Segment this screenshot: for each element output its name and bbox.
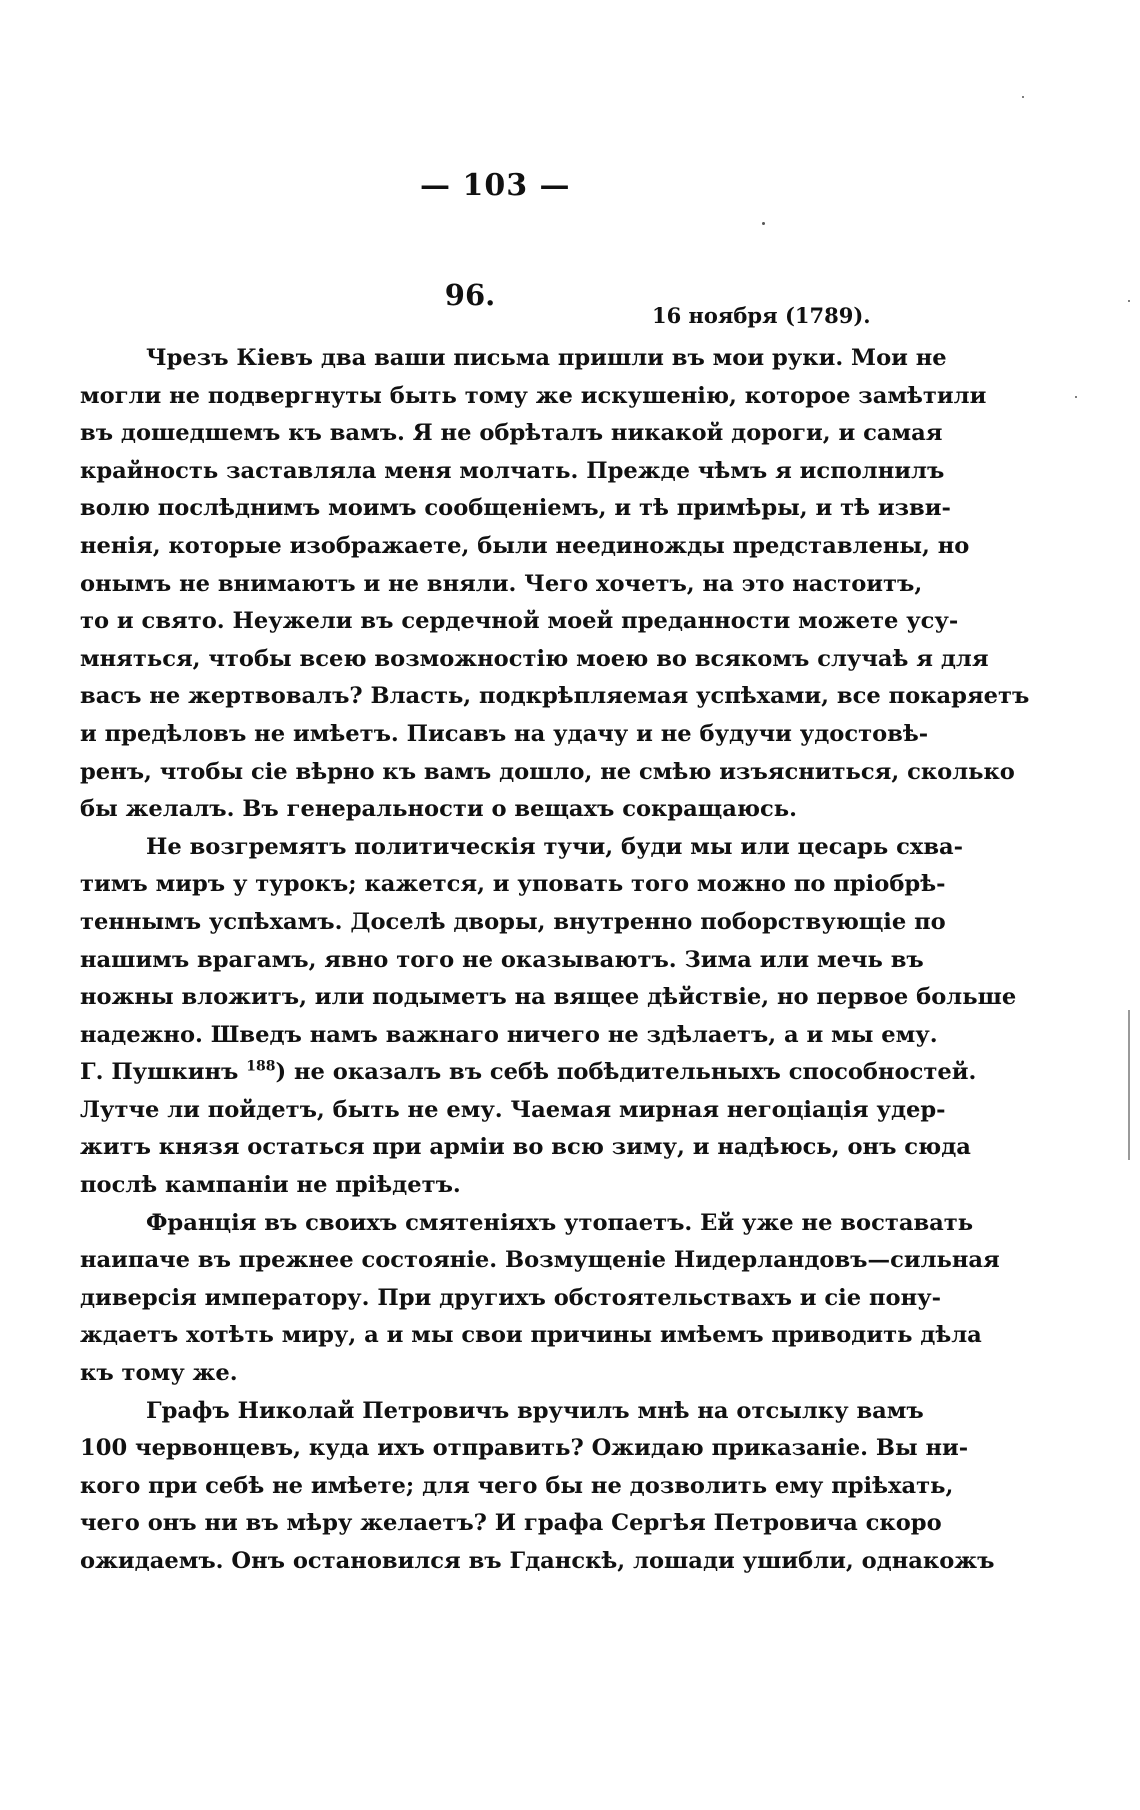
- text-line: могли не подвергнуты быть тому же искушенію, которое замѣтили: [80, 382, 987, 409]
- text-line: надежно. Шведъ намъ важнаго ничего не здѣлаетъ, а и мы ему.: [80, 1021, 938, 1048]
- text-line: диверсія императору. При другихъ обстоятельствахъ и сіе пону-: [80, 1284, 941, 1311]
- text-line: Франція въ своихъ смятеніяхъ утопаетъ. Ей уже не воставать: [146, 1209, 974, 1236]
- text-line: тимъ миръ у турокъ; кажется, и уповать того можно по пріобрѣ-: [80, 871, 946, 898]
- text-line: мняться, чтобы всею возможностію моею во всякомъ случаѣ я для: [80, 645, 989, 672]
- text-line: ренъ, чтобы сіе вѣрно къ вамъ дошло, не смѣю изъясниться, сколько: [80, 758, 1015, 785]
- text-line: ненія, которые изображаете, были неединожды представлены, но: [80, 532, 970, 559]
- text-line: ждаетъ хотѣть миру, а и мы свои причины имѣемъ приводить дѣла: [80, 1322, 982, 1349]
- scan-speck: [1075, 396, 1077, 398]
- text-line: онымъ не внимаютъ и не вняли. Чего хочетъ, на это настоитъ,: [80, 570, 923, 597]
- text-line-with-footnote: [80, 1054, 977, 1092]
- text-line: 100 червонцевъ, куда ихъ отправить? Ожидаю приказаніе. Вы ни-: [80, 1435, 969, 1462]
- text-line: Чрезъ Кіевъ два ваши письма пришли въ мои руки. Мои не: [146, 345, 947, 371]
- text-line: въ дошедшемъ къ вамъ. Я не обрѣталъ никакой дороги, и самая: [80, 420, 943, 447]
- text-line: Лутче ли пойдетъ, быть не ему. Чаемая мирная негоціація удер-: [80, 1096, 946, 1123]
- scan-edge-mark: [1128, 1010, 1130, 1160]
- text-line: Не возгремятъ политическія тучи, буди мы или цесарь схва-: [146, 833, 964, 860]
- text-line: ножны вложитъ, или подыметъ на вящее дѣйствіе, но первое больше: [80, 984, 1017, 1011]
- text-line: и предѣловъ не имѣетъ. Писавъ на удачу и не будучи удостовѣ-: [80, 720, 929, 747]
- text-line: наипаче въ прежнее состояніе. Возмущеніе Нидерландовъ—сильная: [80, 1247, 1000, 1274]
- text-line: житъ князя остаться при арміи во всю зиму, и надѣюсь, онъ сюда: [80, 1134, 971, 1161]
- paragraph-3: [80, 1205, 1000, 1393]
- text-line: нашимъ врагамъ, явно того не оказываютъ. Зима или мечь въ: [80, 946, 924, 973]
- text-line: кого при себѣ не имѣете; для чего бы не дозволить ему пріѣхать,: [80, 1472, 954, 1499]
- letter-body: [80, 340, 1030, 1581]
- paragraph-1: [80, 340, 1030, 829]
- paragraph-4: [80, 1393, 995, 1581]
- text-line: теннымъ успѣхамъ. Доселѣ дворы, внутренно поборствующіе по: [80, 908, 946, 935]
- footnote-reference: 188: [246, 1058, 276, 1075]
- text-line: волю послѣднимъ моимъ сообщеніемъ, и тѣ примѣры, и тѣ изви-: [80, 495, 951, 522]
- scan-speck: [1128, 300, 1130, 302]
- text-line: крайность заставляла меня молчать. Прежде чѣмъ я исполнилъ: [80, 457, 945, 484]
- text-line: къ тому же.: [80, 1360, 238, 1387]
- paragraph-2: [80, 829, 1017, 1205]
- text-line: Графъ Николай Петровичъ вручилъ мнѣ на отсылку вамъ: [146, 1397, 924, 1424]
- text-line: васъ не жертвовалъ? Власть, подкрѣпляемая успѣхами, все покаряетъ: [80, 683, 1030, 710]
- text-line: ожидаемъ. Онъ остановился въ Гданскѣ, лошади ушибли, однакожъ: [80, 1548, 995, 1574]
- scan-speck: [1022, 96, 1024, 98]
- text-line: бы желалъ. Въ генеральности о вещахъ сокращаюсь.: [80, 796, 798, 823]
- scan-speck: [762, 222, 765, 225]
- letter-number: 96.: [444, 278, 496, 312]
- page-number: — 103 —: [420, 168, 571, 203]
- text-line: то и свято. Неужели въ сердечной моей преданности можете усу-: [80, 608, 959, 635]
- text-line: послѣ кампаніи не пріѣдетъ.: [80, 1172, 461, 1199]
- line-text-after-footnote: ) не оказалъ въ себѣ побѣдительныхъ способностей.: [275, 1059, 977, 1086]
- letter-date: 16 ноября (1789).: [652, 303, 871, 328]
- text-line: чего онъ ни въ мѣру желаетъ? И графа Сергѣя Петровича скоро: [80, 1510, 942, 1537]
- line-text-before-footnote: Г. Пушкинъ: [80, 1059, 247, 1086]
